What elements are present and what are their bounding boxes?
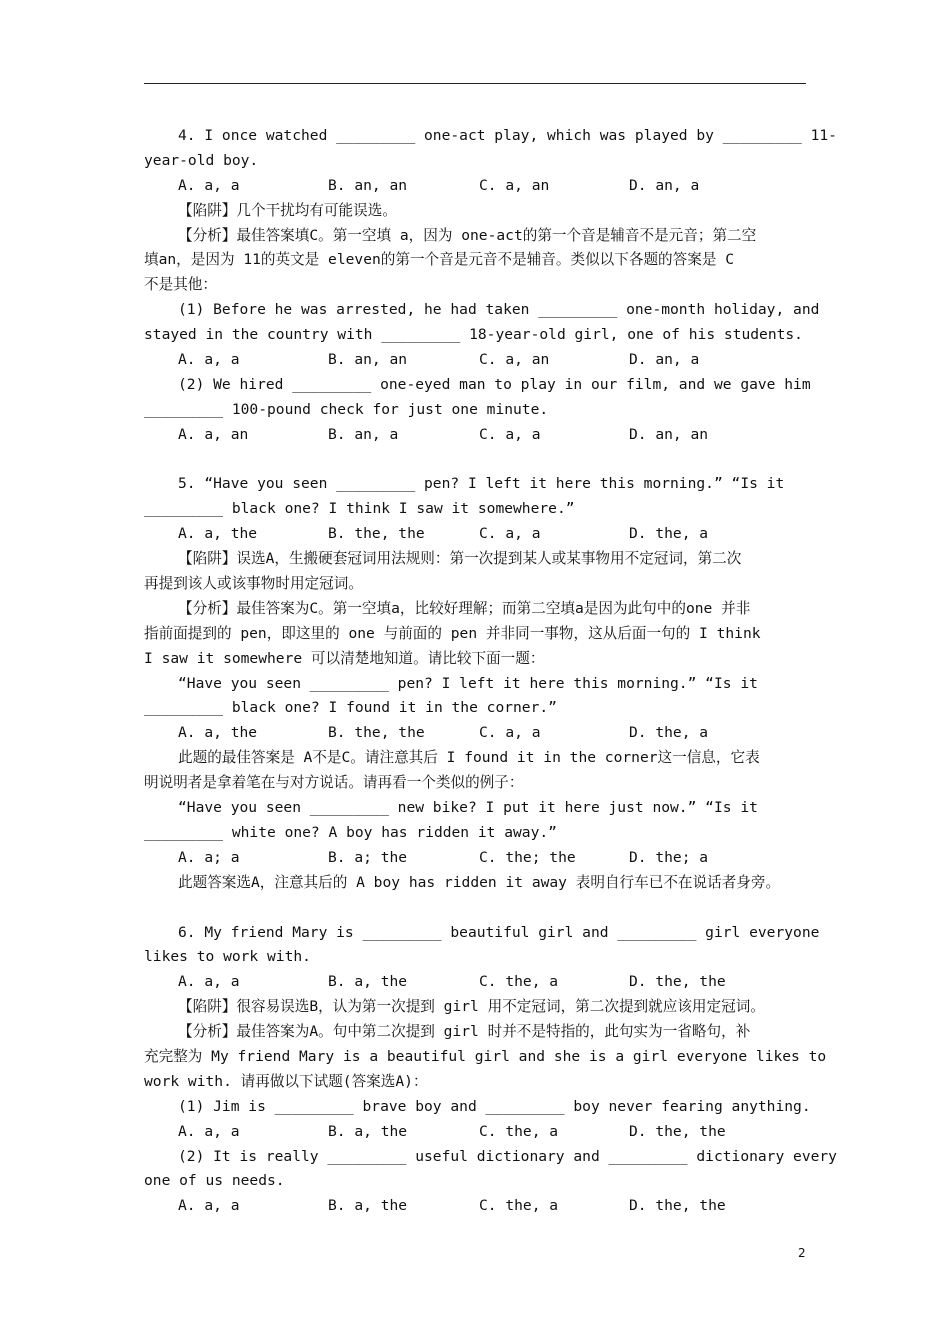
options-q6 [144, 970, 816, 995]
options-q5 [144, 522, 816, 547]
options-q4 [144, 174, 816, 199]
option-a: A. a, a [178, 351, 240, 369]
option-a: A. a, the [178, 525, 258, 543]
option-b: B. a, the [328, 1122, 408, 1140]
question-5-cont: _________ black one? I think I saw it somewhere.” [144, 500, 575, 518]
analysis-cont: work with. 请再做以下试题(答案选A)： [144, 1072, 428, 1090]
question-4-cont: year-old boy. [144, 151, 259, 169]
option-d: D. the, a [629, 724, 709, 742]
option-b: B. an, an [328, 176, 408, 194]
option-c: C. a, an [479, 351, 550, 369]
compare-question-cont: _________ black one? I found it in the corner.” [144, 699, 557, 717]
explanation-cont: 明说明者是拿着笔在与对方说话。请再看一个类似的例子： [144, 774, 524, 792]
trap-note: 【陷阱】误选A，生搬硬套冠词用法规则：第一次提到某人或某事物用不定冠词，第二次 [178, 550, 742, 568]
options-q4-1 [144, 348, 816, 373]
option-c: C. the, a [479, 973, 559, 991]
explanation: 此题答案选A，注意其后的 A boy has ridden it away 表明自行车已不在说话者身旁。 [178, 873, 781, 891]
analysis-cont: 填an，是因为 11的英文是 eleven的第一个音是元音不是辅音。类似以下各题的答案是 C [144, 251, 735, 269]
sub-question: (2) It is really _________ useful dictionary and _________ dictionary every [178, 1147, 837, 1165]
question-5: 5. “Have you seen _________ pen? I left it here this morning.” “Is it [178, 475, 785, 493]
analysis-note: 【分析】最佳答案为C。第一空填a，比较好理解；而第二空填a是因为此句中的one 并非 [178, 599, 751, 617]
compare-question: “Have you seen _________ pen? I left it here this morning.” “Is it [178, 674, 758, 692]
sub-question: (1) Before he was arrested, he had taken _________ one-month holiday, and [178, 301, 820, 319]
sub-question-cont: one of us needs. [144, 1172, 285, 1190]
header-rule [144, 83, 806, 84]
option-c: C. a, an [479, 176, 550, 194]
option-d: D. the, the [629, 1197, 726, 1215]
option-c: C. the; the [479, 848, 576, 866]
option-b: B. a, the [328, 1197, 408, 1215]
option-d: D. the, a [629, 525, 709, 543]
option-a: A. a, a [178, 973, 240, 991]
option-d: D. the; a [629, 848, 709, 866]
option-b: B. an, an [328, 351, 408, 369]
options-q5-compare [144, 721, 816, 746]
option-a: A. a, a [178, 1122, 240, 1140]
analysis-cont: I saw it somewhere 可以清楚地知道。请比较下面一题： [144, 649, 545, 667]
document-body [144, 124, 837, 1219]
options-q4-2 [144, 423, 816, 448]
options-q5-example [144, 846, 816, 871]
analysis-note: 【分析】最佳答案为A。句中第二次提到 girl 时并不是特指的，此句实为一省略句，补 [178, 1023, 751, 1041]
sub-question-cont: _________ 100-pound check for just one minute. [144, 400, 549, 418]
trap-note-cont: 再提到该人或该事物时用定冠词。 [144, 575, 363, 593]
option-a: A. a, a [178, 1197, 240, 1215]
option-b: B. a; the [328, 848, 408, 866]
option-d: D. an, a [629, 351, 700, 369]
option-a: A. a, a [178, 176, 240, 194]
option-a: A. a, the [178, 724, 258, 742]
analysis-note: 【分析】最佳答案填C。第一空填 a，因为 one-act的第一个音是辅音不是元音；第二空 [178, 226, 757, 244]
option-b: B. an, a [328, 425, 399, 443]
example-question: “Have you seen _________ new bike? I put it here just now.” “Is it [178, 799, 758, 817]
page-number: 2 [798, 1246, 806, 1260]
example-question-cont: _________ white one? A boy has ridden it away.” [144, 823, 557, 841]
sub-question: (1) Jim is _________ brave boy and _________ boy never fearing anything. [178, 1097, 811, 1115]
option-b: B. the, the [328, 724, 425, 742]
question-6-cont: likes to work with. [144, 948, 311, 966]
option-d: D. the, the [629, 973, 726, 991]
trap-note: 【陷阱】很容易误选B，认为第一次提到 girl 用不定冠词，第二次提到就应该用定冠词。 [178, 998, 765, 1016]
option-c: C. a, a [479, 425, 541, 443]
option-b: B. a, the [328, 973, 408, 991]
question-4: 4. I once watched _________ one-act play, which was played by _________ 11- [178, 127, 837, 144]
question-6: 6. My friend Mary is _________ beautiful girl and _________ girl everyone [178, 923, 820, 941]
option-d: D. the, the [629, 1122, 726, 1140]
options-q6-1 [144, 1120, 816, 1145]
option-c: C. a, a [479, 525, 541, 543]
analysis-cont: 不是其他： [144, 276, 217, 294]
option-c: C. the, a [479, 1122, 559, 1140]
analysis-cont: 指前面提到的 pen，即这里的 one 与前面的 pen 并非同一事物，这从后面一句的 I think [144, 624, 761, 642]
option-b: B. the, the [328, 525, 425, 543]
analysis-cont: 充完整为 My friend Mary is a beautiful girl and she is a girl everyone likes to [144, 1047, 827, 1065]
option-a: A. a, an [178, 425, 249, 443]
options-q6-2 [144, 1194, 816, 1219]
option-d: D. an, an [629, 425, 709, 443]
explanation: 此题的最佳答案是 A不是C。请注意其后 I found it in the corner这一信息，它表 [178, 749, 760, 767]
sub-question: (2) We hired _________ one-eyed man to play in our film, and we gave him [178, 375, 811, 393]
sub-question-cont: stayed in the country with _________ 18-year-old girl, one of his students. [144, 326, 803, 344]
option-a: A. a; a [178, 848, 240, 866]
trap-note: 【陷阱】几个干扰均有可能误选。 [178, 201, 397, 219]
option-d: D. an, a [629, 176, 700, 194]
option-c: C. a, a [479, 724, 541, 742]
option-c: C. the, a [479, 1197, 559, 1215]
